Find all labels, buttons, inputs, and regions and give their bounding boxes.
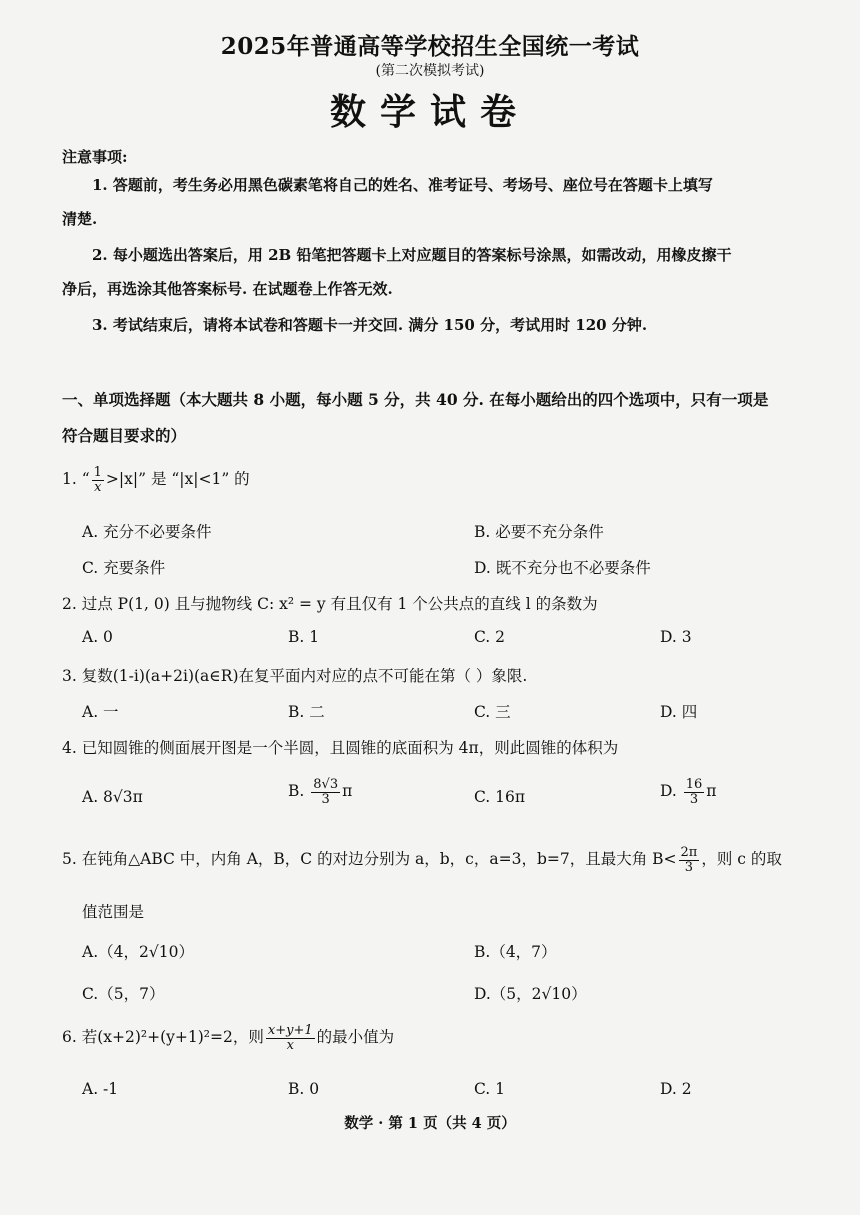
question-3-option-c: C. 三	[474, 703, 511, 721]
notes-heading: 注意事项:	[62, 148, 128, 166]
question-3-option-a: A. 一	[82, 703, 119, 721]
question-5-option-c: C.（5，7）	[82, 985, 165, 1003]
question-4-option-c: C. 16π	[474, 788, 526, 806]
question-3-stem: 3. 复数(1-i)(a+2i)(a∈R)在复平面内对应的点不可能在第（ ）象限.	[62, 667, 528, 685]
fraction-denominator: 3	[684, 859, 694, 875]
fraction-numerator: 2π	[680, 845, 698, 860]
question-6-option-c: C. 1	[474, 1080, 506, 1098]
option-d-suffix: π	[706, 782, 717, 801]
fraction-numerator: 8√3	[313, 777, 339, 792]
option-letter: D.	[660, 782, 677, 801]
question-6-option-b: B. 0	[288, 1080, 320, 1098]
question-5-option-b: B.（4，7）	[474, 943, 557, 961]
question-3-option-b: B. 二	[288, 703, 325, 721]
question-2-option-c: C. 2	[474, 628, 506, 646]
question-1-option-c: C. 充要条件	[82, 559, 166, 577]
exam-title: 2025年普通高等学校招生全国统一考试	[220, 33, 640, 60]
note-3-line-1: 3. 考试结束后，请将本试卷和答题卡一并交回. 满分 150 分，考试用时 120 分钟.	[92, 316, 648, 334]
option-d-fraction	[684, 778, 705, 806]
fraction-numerator: 16	[685, 777, 703, 792]
question-1-option-b: B. 必要不充分条件	[474, 523, 604, 541]
fraction-denominator: 3	[689, 791, 699, 807]
exam-subtitle: (第二次模拟考试)	[375, 63, 485, 79]
question-5-fraction	[679, 846, 700, 874]
option-b-suffix: π	[342, 782, 353, 801]
fraction-numerator: 1	[93, 465, 102, 480]
fraction-denominator: x	[286, 1037, 294, 1053]
question-2-stem: 2. 过点 P(1, 0) 且与抛物线 C: x² = y 有且仅有 1 个公共点的直线 l 的条数为	[62, 595, 598, 613]
question-1-option-d: D. 既不充分也不必要条件	[474, 559, 651, 577]
question-2-option-b: B. 1	[288, 628, 320, 646]
question-1-option-a: A. 充分不必要条件	[82, 523, 212, 541]
question-1-fraction	[92, 466, 104, 494]
question-2-option-a: A. 0	[82, 628, 113, 646]
page-footer: 数学 · 第 1 页（共 4 页）	[344, 1115, 516, 1132]
question-1-stem	[62, 466, 250, 494]
question-4-option-d	[660, 778, 716, 806]
note-1-line-1: 1. 答题前，考生务必用黑色碳素笔将自己的姓名、准考证号、考场号、座位号在答题卡上填写	[92, 176, 713, 194]
subject-title: 数学试卷	[329, 91, 530, 133]
option-b-fraction	[311, 778, 340, 806]
question-3-option-d: D. 四	[660, 703, 698, 721]
note-2-line-1: 2. 每小题选出答案后，用 2B 铅笔把答题卡上对应题目的答案标号涂黑，如需改动，用橡皮擦干	[92, 246, 732, 264]
question-6-stem	[62, 1024, 394, 1052]
question-5-line-2: 值范围是	[82, 903, 145, 921]
question-5-stem	[62, 846, 782, 874]
question-6-prefix: 6. 若(x+2)²+(y+1)²=2，则	[62, 1028, 264, 1047]
question-6-fraction	[266, 1024, 315, 1052]
question-6-suffix: 的最小值为	[316, 1028, 395, 1047]
note-1-line-2: 清楚.	[62, 210, 98, 228]
option-letter: B.	[288, 782, 305, 801]
section-1-heading-line-1: 一、单项选择题（本大题共 8 小题，每小题 5 分，共 40 分. 在每小题给出的四个选项中，只有一项是	[62, 390, 769, 409]
question-4-option-b	[288, 778, 352, 806]
question-1-rest: >|x|” 是 “|x|<1” 的	[105, 470, 250, 489]
question-5-option-d: D.（5，2√10）	[474, 985, 587, 1003]
question-6-option-a: A. -1	[82, 1080, 119, 1098]
question-6-option-d: D. 2	[660, 1080, 692, 1098]
question-4-stem: 4. 已知圆锥的侧面展开图是一个半圆，且圆锥的底面积为 4π，则此圆锥的体积为	[62, 739, 619, 757]
question-5-option-a: A.（4，2√10）	[82, 943, 194, 961]
section-1-heading-line-2: 符合题目要求的）	[62, 426, 187, 445]
fraction-denominator: 3	[321, 791, 330, 807]
question-5-part-2: ，则 c 的取	[701, 850, 782, 869]
question-1-prefix: 1. “	[62, 470, 90, 489]
question-2-option-d: D. 3	[660, 628, 692, 646]
fraction-numerator: x+y+1	[267, 1023, 313, 1038]
question-5-part-1: 5. 在钝角△ABC 中，内角 A，B，C 的对边分别为 a，b，c，a=3，b=7，且最大角 B<	[62, 850, 677, 869]
fraction-denominator: x	[94, 479, 102, 495]
question-4-option-a: A. 8√3π	[82, 788, 143, 806]
note-2-line-2: 净后，再选涂其他答案标号. 在试题卷上作答无效.	[62, 280, 393, 298]
